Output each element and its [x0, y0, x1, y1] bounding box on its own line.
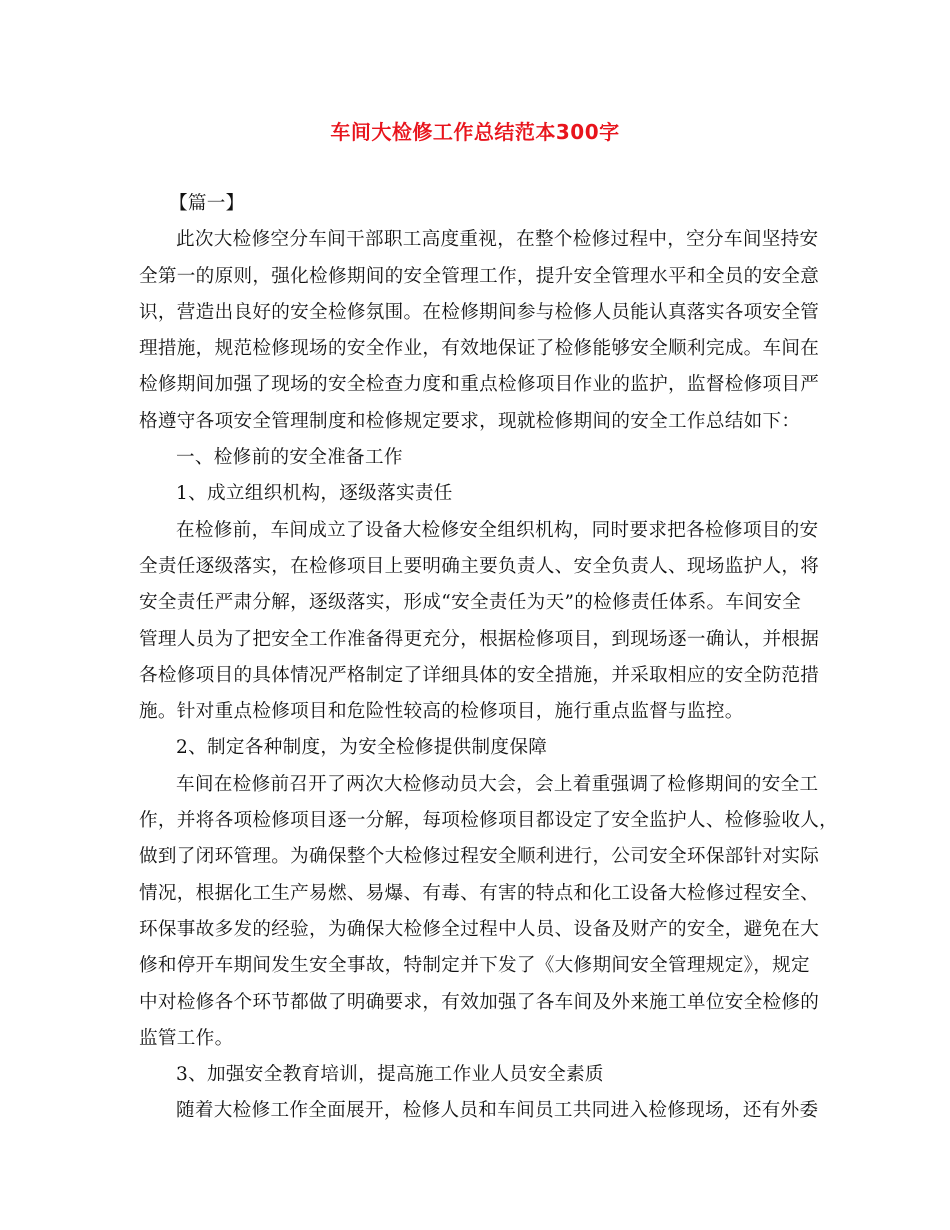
text-line: 情况，根据化工生产易燃、易爆、有毒、有害的特点和化工设备大检修过程安全、 [139, 882, 820, 904]
text-line: 3、加强安全教育培训，提高施工作业人员安全素质 [176, 1064, 604, 1086]
text-line: 【篇一】 [169, 193, 245, 214]
text-line: 随着大检修工作全面展开，检修人员和车间员工共同进入检修现场，还有外委 [176, 1100, 819, 1122]
text-line: 做到了闭环管理。为确保整个大检修过程安全顺利进行，公司安全环保部针对实际 [139, 846, 820, 868]
document-title: 车间大检修工作总结范本300字 [330, 120, 620, 144]
text-line: 中对检修各个环节都做了明确要求，有效加强了各车间及外来施工单位安全检修的 [139, 991, 820, 1013]
text-line: 车间在检修前召开了两次大检修动员大会，会上着重强调了检修期间的安全工 [176, 773, 819, 795]
text-line: 作，并将各项检修项目逐一分解，每项检修项目都设定了安全监护人、检修验收人， [139, 810, 839, 832]
text-line: 检修期间加强了现场的安全检查力度和重点检修项目作业的监护，监督检修项目严 [139, 374, 820, 396]
text-line: 在检修前，车间成立了设备大检修安全组织机构，同时要求把各检修项目的安 [176, 519, 819, 541]
text-line: 2、制定各种制度，为安全检修提供制度保障 [176, 737, 548, 759]
text-line: 一、检修前的安全准备工作 [176, 447, 403, 469]
text-line: 环保事故多发的经验，为确保大检修全过程中人员、设备及财产的安全，避免在大 [139, 918, 820, 940]
document-body [139, 186, 839, 1130]
text-line: 各检修项目的具体情况严格制定了详细具体的安全措施，并采取相应的安全防范措 [139, 664, 820, 686]
text-line: 全第一的原则，强化检修期间的安全管理工作，提升安全管理水平和全员的安全意 [139, 265, 820, 287]
text-line: 全责任逐级落实，在检修项目上要明确主要负责人、安全负责人、现场监护人，将 [139, 555, 820, 577]
text-line: 此次大检修空分车间干部职工高度重视，在整个检修过程中，空分车间坚持安 [176, 229, 819, 251]
text-line: 监管工作。 [139, 1027, 234, 1049]
text-line: 理措施，规范检修现场的安全作业，有效地保证了检修能够安全顺利完成。车间在 [139, 338, 820, 360]
text-line: 格遵守各项安全管理制度和检修规定要求，现就检修期间的安全工作总结如下： [139, 410, 801, 432]
text-line: 识，营造出良好的安全检修氛围。在检修期间参与检修人员能认真落实各项安全管 [139, 301, 820, 323]
text-line: 管理人员为了把安全工作准备得更充分，根据检修项目，到现场逐一确认，并根据 [139, 628, 820, 650]
text-line: 修和停开车期间发生安全事故，特制定并下发了《大修期间安全管理规定》，规定 [139, 955, 810, 977]
text-line: 安全责任严肃分解，逐级落实，形成“安全责任为天”的检修责任体系。车间安全 [139, 592, 801, 614]
text-line: 1、成立组织机构，逐级落实责任 [176, 483, 453, 505]
text-line: 施。针对重点检修项目和危险性较高的检修项目，施行重点监督与监控。 [139, 701, 744, 723]
